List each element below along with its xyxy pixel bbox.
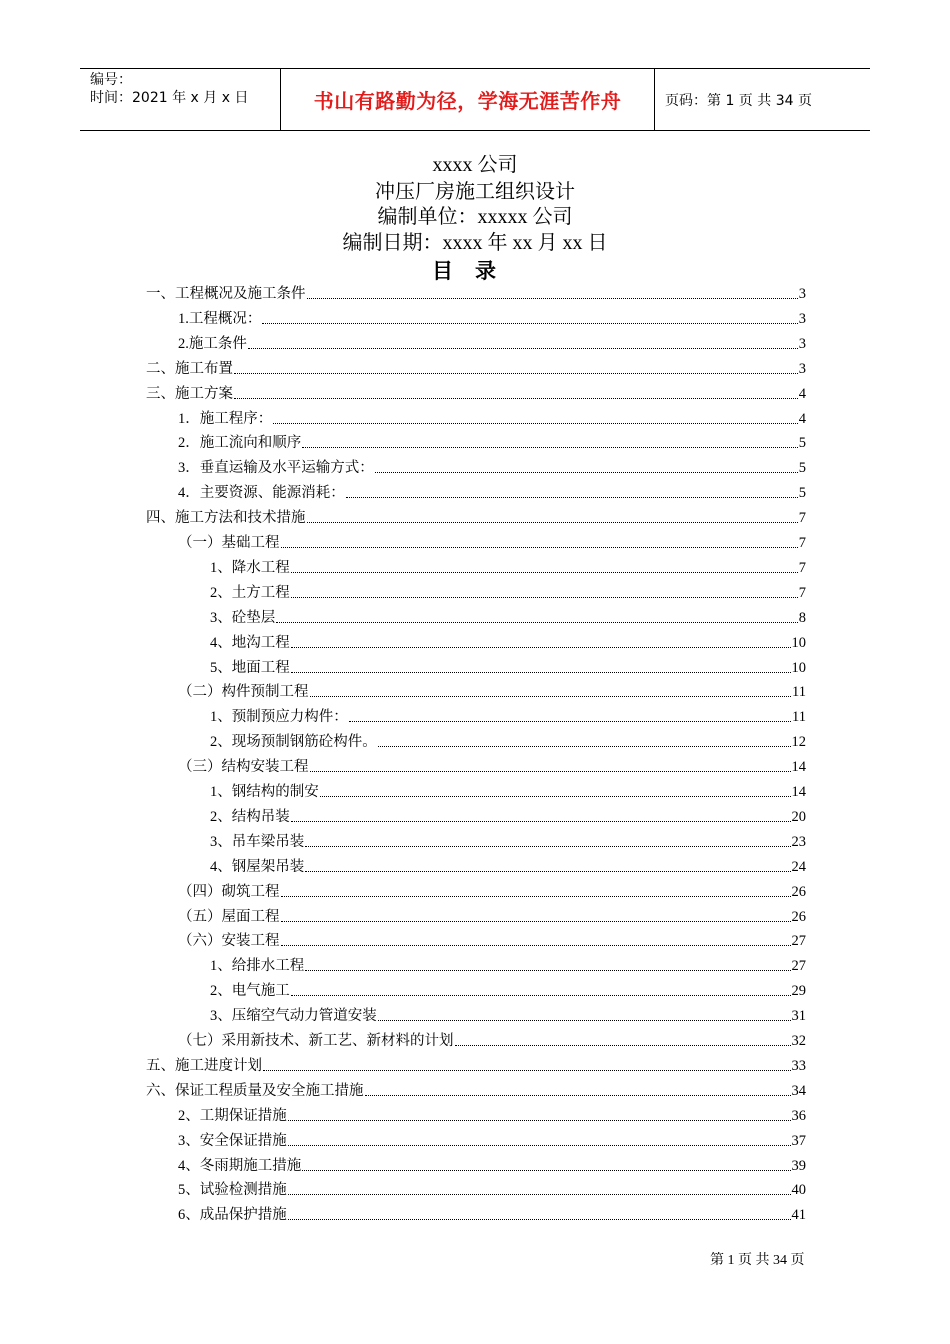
time-label: 时间：2021 年 x 月 x 日 [90,90,249,106]
toc-leader-dots [288,1120,791,1121]
toc-leader-dots [234,373,798,374]
toc-leader-dots [281,896,791,897]
toc-entry-page: 36 [791,1107,806,1124]
toc-entry-label: 1、降水工程 [210,559,290,576]
toc-entry-page: 34 [791,1082,806,1099]
toc-entry[interactable] [210,554,806,579]
toc-entry-label: （七）采用新技术、新工艺、新材料的计划 [178,1033,454,1049]
toc-leader-dots [273,423,798,424]
toc-leader-dots [288,1194,791,1195]
toc-entry-label: 2．施工流向和顺序 [178,435,302,452]
toc-leader-dots [349,721,791,722]
toc-entry-page: 7 [798,559,806,576]
toc-leader-dots [305,970,790,971]
toc-entry[interactable] [178,454,806,479]
toc-entry-page: 11 [792,709,806,726]
motto-text: 书山有路勤为径，学海无涯苦作舟 [313,89,622,113]
toc-leader-dots [455,1045,791,1046]
toc-entry-label: 6、成品保护措施 [178,1207,287,1224]
toc-entry-label: （三）结构安装工程 [178,759,309,776]
toc-entry-page: 3 [798,310,806,327]
toc-leader-dots [281,945,791,946]
toc-leader-dots [307,522,798,523]
toc-entry-page: 41 [791,1207,806,1224]
toc-entry-label: 5、地面工程 [210,659,290,676]
toc-entry[interactable] [146,355,806,380]
toc-entry[interactable] [146,1052,806,1077]
toc-entry-page: 39 [791,1157,806,1174]
toc-entry[interactable] [178,529,806,554]
toc-entry[interactable] [178,903,806,928]
toc-entry[interactable] [210,853,806,878]
toc-entry-label: 1、给排水工程 [210,958,305,975]
toc-entry-page: 7 [798,584,806,601]
toc-entry[interactable] [210,952,806,977]
toc-entry-label: （五）屋面工程 [178,908,280,925]
toc-entry[interactable] [178,405,806,430]
toc-leader-dots [281,547,798,548]
toc-entry-page: 4 [798,410,806,427]
toc-entry[interactable] [210,728,806,753]
toc-entry[interactable] [178,1027,806,1052]
compiling-unit: 编制单位：xxxxx 公司 [377,206,573,228]
toc-entry[interactable] [178,479,806,504]
toc-entry-page: 7 [798,510,806,527]
toc-leader-dots [307,298,798,299]
toc-entry[interactable] [178,305,806,330]
toc-entry-label: （二）构件预制工程 [178,684,309,701]
toc-leader-dots [291,572,798,573]
toc-leader-dots [288,1145,791,1146]
header-meta-cell [80,69,281,130]
toc-entry-page: 10 [791,634,806,651]
toc-entry-page: 5 [798,435,806,452]
toc-leader-dots [378,1020,791,1021]
toc-leader-dots [262,323,797,324]
toc-entry-page: 31 [791,1008,806,1025]
toc-entry-label: 六、保证工程质量及安全施工措施 [146,1082,364,1099]
toc-leader-dots [305,846,790,847]
toc-entry[interactable] [210,703,806,728]
toc-entry[interactable] [210,828,806,853]
toc-entry-label: 1、预制预应力构件： [210,709,348,726]
page-label: 页码：第 1 页 共 34 页 [665,92,812,109]
toc-entry-page: 24 [791,858,806,875]
toc-entry-page: 14 [791,784,806,800]
toc-entry-page: 33 [791,1057,806,1074]
toc-entry-label: 4、地沟工程 [210,634,290,651]
toc-entry-page: 3 [798,360,806,377]
toc-leader-dots [310,696,792,697]
toc-entry-label: 4、钢屋架吊装 [210,858,305,875]
toc-entry-label: （六）安装工程 [178,933,280,950]
toc-entry-label: 3、安全保证措施 [178,1132,287,1149]
toc-entry-page: 26 [791,908,806,925]
toc-entry-label: 1、钢结构的制安 [210,784,319,800]
toc-entry-label: 一、工程概况及施工条件 [146,286,306,302]
toc-entry-label: 四、施工方法和技术措施 [146,510,306,527]
toc-entry-page: 40 [791,1182,806,1199]
toc-entry[interactable] [146,380,806,405]
toc-entry-page: 4 [798,385,806,402]
toc-leader-dots [302,1170,790,1171]
toc-entry-label: （一）基础工程 [178,535,280,551]
toc-entry-label: 3、压缩空气动力管道安装 [210,1008,377,1025]
toc-leader-dots [288,1219,791,1220]
toc-entry-label: 3．垂直运输及水平运输方式： [178,460,374,477]
toc-entry-label: 五、施工进度计划 [146,1057,262,1074]
page-footer: 第 1 页 共 34 页 [710,1253,805,1268]
toc-leader-dots [291,647,791,648]
toc-entry[interactable] [178,429,806,454]
toc-leader-dots [276,622,798,623]
toc-entry-page: 23 [791,833,806,850]
toc-entry-page: 29 [791,983,806,1000]
toc-entry-page: 11 [792,684,806,701]
toc-leader-dots [291,995,791,996]
toc-entry-page: 12 [791,734,806,751]
toc-entry[interactable] [210,629,806,654]
toc-leader-dots [291,821,791,822]
toc-leader-dots [248,348,798,349]
toc-entry[interactable] [146,504,806,529]
toc-entry-page: 26 [791,883,806,900]
number-label: 编号： [90,72,132,88]
toc-entry-label: 3、砼垫层 [210,609,276,626]
toc-entry[interactable] [178,1201,806,1226]
header-motto-cell [281,69,655,130]
toc-leader-dots [375,472,798,473]
toc-entry-page: 10 [791,659,806,676]
toc-entry-page: 3 [798,286,806,302]
toc-entry[interactable] [178,1176,806,1201]
toc-leader-dots [310,771,791,772]
toc-entry[interactable] [210,803,806,828]
toc-entry-label: 4、冬雨期施工措施 [178,1157,302,1174]
toc-leader-dots [263,1070,791,1071]
toc-entry-page: 27 [791,958,806,975]
toc-entry[interactable] [146,280,806,305]
company-name: xxxx 公司 [432,154,518,176]
toc-entry-page: 32 [791,1033,806,1049]
toc-entry[interactable] [210,604,806,629]
toc-entry[interactable] [178,678,806,703]
toc-entry-page: 14 [791,759,806,776]
toc-entry[interactable] [178,878,806,903]
toc-leader-dots [291,597,798,598]
toc-entry[interactable] [178,1152,806,1177]
toc-entry[interactable] [210,579,806,604]
toc-entry-label: 4．主要资源、能源消耗： [178,485,345,502]
toc-entry-label: 2、结构吊装 [210,808,290,825]
toc-entry-label: 3、吊车梁吊装 [210,833,305,850]
toc-entry-page: 37 [791,1132,806,1149]
toc-entry-label: 1．施工程序： [178,410,273,427]
document-title: 冲压厂房施工组织设计 [375,179,575,203]
toc-leader-dots [346,497,798,498]
toc-entry[interactable] [178,753,806,778]
toc-leader-dots [291,672,791,673]
toc-entry[interactable] [178,1127,806,1152]
header-page-cell [655,69,870,130]
toc-entry[interactable] [210,654,806,679]
title-block [0,152,950,256]
toc-entry[interactable] [178,330,806,355]
toc-leader-dots [305,871,790,872]
toc-entry-label: 2、工期保证措施 [178,1107,287,1124]
toc-entry-label: 二、施工布置 [146,360,233,377]
toc-entry[interactable] [210,977,806,1002]
toc-leader-dots [281,921,791,922]
toc-leader-dots [302,447,798,448]
toc-entry[interactable] [178,1102,806,1127]
toc-entry-page: 3 [798,335,806,352]
toc-leader-dots [320,796,791,797]
toc-leader-dots [234,398,798,399]
toc-heading: 目录 [432,259,518,283]
toc-entry-label: （四）砌筑工程 [178,883,280,900]
toc-entry-label: 三、施工方案 [146,385,233,402]
toc-entry-label: 2、现场预制钢筋砼构件。 [210,734,377,751]
toc-entry-page: 20 [791,808,806,825]
toc-entry-label: 5、试验检测措施 [178,1182,287,1199]
toc-entry-label: 2、土方工程 [210,584,290,601]
toc-entry-page: 8 [798,609,806,626]
compiling-date: 编制日期：xxxx 年 xx 月 xx 日 [342,232,608,254]
toc-entry[interactable] [210,778,806,803]
toc-entry-page: 7 [798,535,806,551]
toc-entry[interactable] [178,927,806,952]
toc-entry-label: 2、电气施工 [210,983,290,1000]
toc-leader-dots [378,746,791,747]
header-table [80,68,870,131]
toc-entry-label: 1.工程概况： [178,310,262,327]
toc-entry-label: 2.施工条件 [178,335,247,352]
toc-leader-dots [365,1095,791,1096]
toc-entry[interactable] [146,1077,806,1102]
toc-entry-page: 5 [798,485,806,502]
toc-entry[interactable] [210,1002,806,1027]
toc-entry-page: 5 [798,460,806,477]
toc-entry-page: 27 [791,933,806,950]
